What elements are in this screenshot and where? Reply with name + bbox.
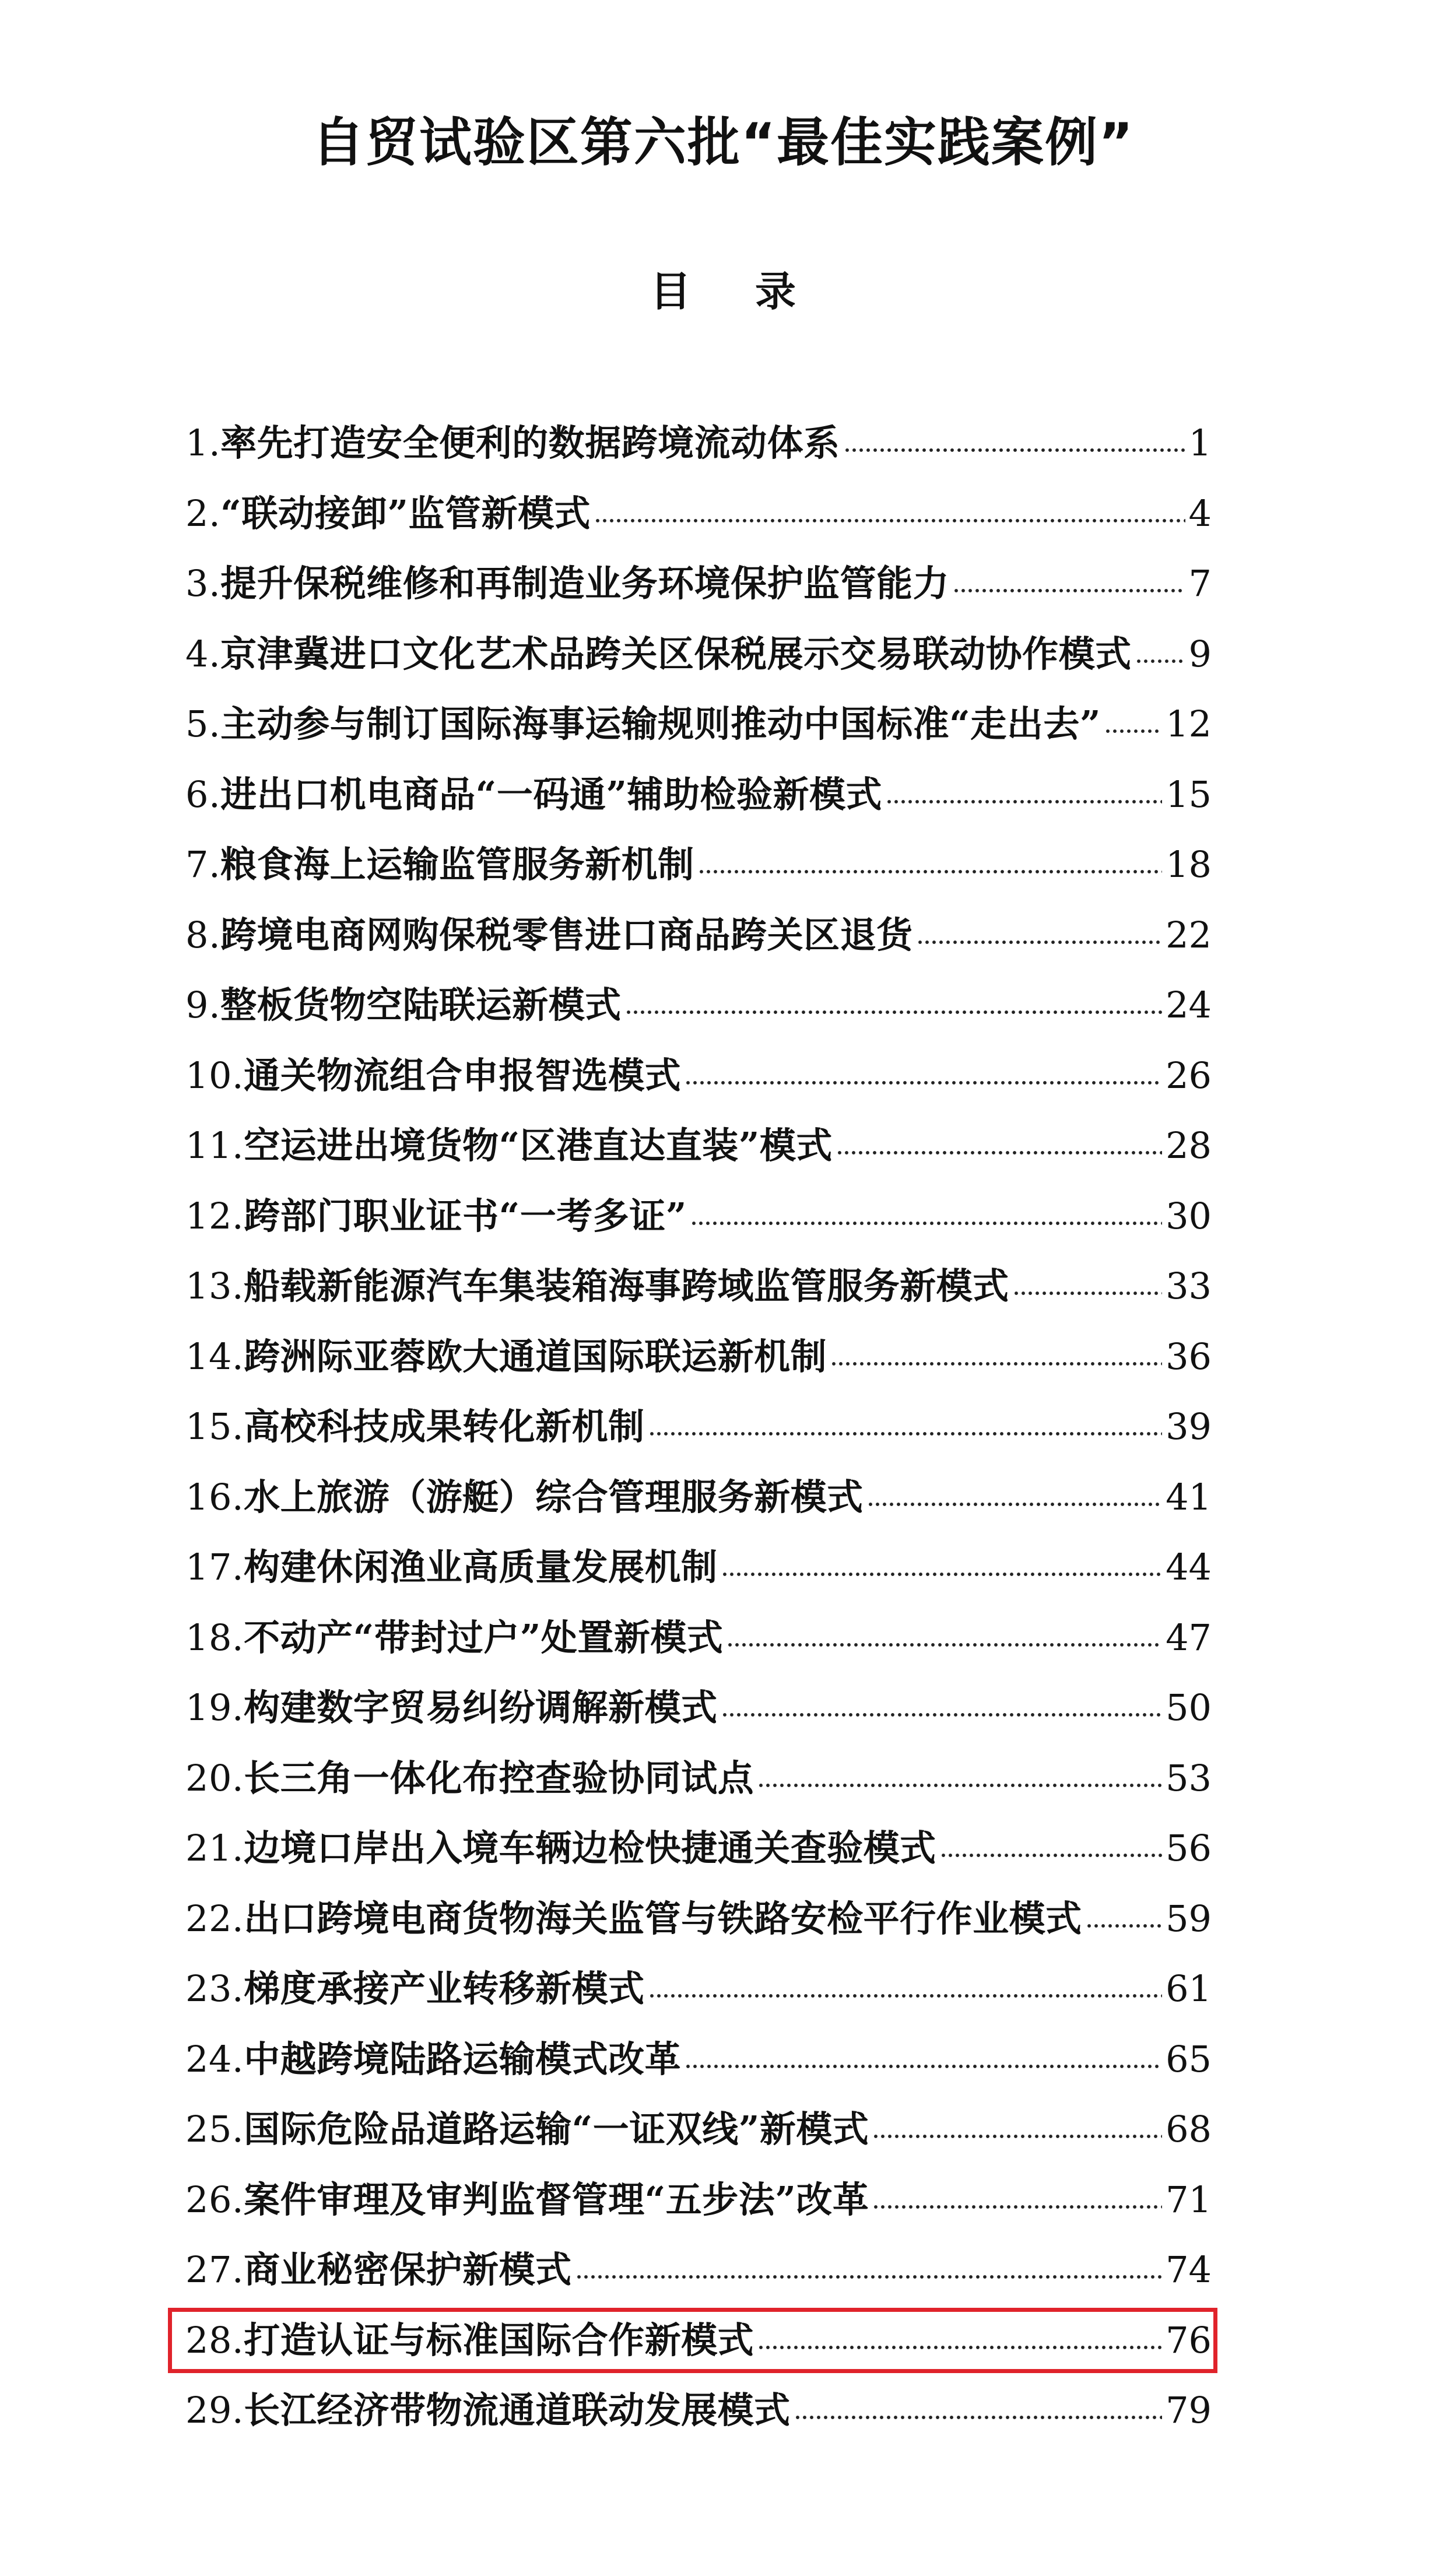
toc-leader-dots [648,1992,1162,2000]
toc-item-title: 率先打造安全便利的数据跨境流动体系 [220,422,840,465]
toc-item-number: 1. [185,422,221,465]
toc-leader-dots [648,1430,1162,1438]
toc-item-label [185,1615,723,1661]
toc-leader-dots [953,587,1185,595]
toc-leader-dots [917,938,1162,946]
toc-item-label [185,2387,791,2434]
toc-item-label [185,912,913,959]
toc-item-page-number: 18 [1166,843,1212,886]
toc-item-page-number: 65 [1166,2037,1212,2080]
toc-item-number: 29. [185,2389,244,2432]
toc-leader-dots [757,2343,1162,2352]
toc-leader-dots [872,2203,1162,2211]
toc-item-number: 25. [185,2108,244,2151]
toc-item-title: 水上旅游（游艇）综合管理服务新模式 [244,1475,864,1518]
toc-item-page-number: 22 [1166,913,1212,956]
toc-item-number: 27. [185,2248,244,2291]
toc-leader-dots [726,1641,1162,1649]
toc-leader-dots [1135,657,1185,665]
toc-item-page-number: 39 [1166,1405,1212,1448]
toc-item-page-number: 9 [1188,632,1212,675]
toc-item[interactable] [185,900,1212,971]
toc-item-number: 10. [185,1054,244,1097]
toc-item[interactable] [185,1603,1212,1673]
toc-item-label [185,420,840,466]
toc-item-label [185,1052,681,1099]
toc-leader-dots [1104,727,1162,735]
toc-leader-dots [1013,1289,1162,1297]
toc-leader-dots [844,446,1185,454]
toc-item[interactable] [185,1462,1212,1533]
toc-item[interactable] [185,1743,1212,1814]
toc-item-title: 不动产“带封过户”处置新模式 [244,1616,724,1659]
toc-item-title: 跨部门职业证书“一考多证” [244,1194,687,1237]
toc-item-number: 16. [185,1475,244,1518]
toc-item-label [185,1684,718,1731]
toc-item[interactable] [185,2165,1212,2235]
toc-item[interactable] [185,1181,1212,1252]
toc-item-title: 梯度承接产业转移新模式 [244,1967,645,2010]
toc-item-number: 8. [185,913,221,956]
toc-item-page-number: 53 [1166,1756,1212,1799]
toc-item-page-number: 24 [1166,984,1212,1027]
toc-item-label [185,490,591,537]
toc-item-page-number: 74 [1166,2248,1212,2291]
toc-leader-dots [830,1360,1162,1368]
toc-item-page-number: 79 [1166,2389,1212,2432]
toc-item-number: 15. [185,1405,244,1448]
toc-item-title: 长江经济带物流通道联动发展模式 [244,2389,791,2432]
toc-item-page-number: 12 [1166,703,1212,746]
toc-item[interactable] [185,549,1212,619]
toc-item-label [185,841,694,888]
toc-item[interactable] [185,1392,1212,1462]
toc-leader-dots [698,868,1162,876]
toc-item-label [185,982,622,1029]
toc-item-title: 粮食海上运输监管服务新机制 [220,843,694,886]
toc-item[interactable] [185,2235,1212,2305]
toc-leader-dots [794,2413,1162,2421]
toc-leader-dots [721,1711,1162,1719]
toc-item-label [185,1825,936,1872]
toc-item-number: 26. [185,2178,244,2221]
toc-item[interactable] [185,2094,1212,2165]
toc-item-number: 2. [185,492,221,535]
toc-item-page-number: 50 [1166,1686,1212,1729]
toc-item-title: 高校科技成果转化新机制 [244,1405,645,1448]
toc-item-title: 国际危险品道路运输“一证双线”新模式 [244,2108,869,2151]
toc-item-number: 23. [185,1967,244,2010]
toc-item[interactable] [185,2375,1212,2446]
toc-item[interactable] [185,1111,1212,1181]
toc-item-label [185,1755,754,1802]
toc-item-number: 9. [185,984,221,1027]
toc-item-title: 跨境电商网购保税零售进口商品跨关区退货 [220,913,913,956]
toc-leader-dots [625,1008,1162,1016]
toc-item-page-number: 30 [1166,1194,1212,1237]
toc-item-title: 整板货物空陆联运新模式 [220,984,622,1027]
toc-item-title: 京津冀进口文化艺术品跨关区保税展示交易联动协作模式 [220,632,1132,675]
toc-item-title: 出口跨境电商货物海关监管与铁路安检平行作业模式 [244,1897,1082,1940]
toc-item-number: 14. [185,1335,244,1378]
toc-item-page-number: 26 [1166,1054,1212,1097]
toc-item-number: 6. [185,773,221,816]
toc-leader-dots [1086,1922,1162,1930]
toc-item-page-number: 44 [1166,1546,1212,1589]
toc-item-number: 19. [185,1686,244,1729]
toc-item-title: 边境口岸出入境车辆边检快捷通关查验模式 [244,1827,936,1870]
toc-item-number: 24. [185,2037,244,2080]
toc-item-title: 商业秘密保护新模式 [244,2248,572,2291]
toc-item-page-number: 47 [1166,1616,1212,1659]
toc-item-page-number: 15 [1166,773,1212,816]
toc-item-page-number: 28 [1166,1124,1212,1167]
toc-item[interactable] [185,619,1212,690]
toc-item[interactable] [185,689,1212,760]
toc-item-label [185,2317,754,2364]
toc-item[interactable] [185,1251,1212,1322]
toc-leader-dots [757,1781,1162,1789]
toc-item-title: 构建休闲渔业高质量发展机制 [244,1546,718,1589]
toc-item-label [185,1403,645,1450]
toc-item-page-number: 71 [1166,2178,1212,2221]
toc-item-page-number: 68 [1166,2108,1212,2151]
toc-leader-dots [940,1851,1162,1859]
toc-item-number: 4. [185,632,221,675]
toc-item-title: 进出口机电商品“一码通”辅助检验新模式 [220,773,882,816]
toc-item-label [185,1896,1082,1942]
toc-item[interactable] [185,1322,1212,1392]
toc-item-page-number: 36 [1166,1335,1212,1378]
toc-item-label [185,701,1101,747]
toc-item-label [185,2106,869,2153]
toc-item-page-number: 4 [1188,492,1212,535]
toc-item-title: 主动参与制订国际海事运输规则推动中国标准“走出去” [220,703,1101,746]
toc-item-number: 5. [185,703,221,746]
toc-item[interactable] [185,830,1212,900]
toc-leader-dots [836,1149,1162,1157]
toc-item[interactable] [185,1884,1212,1954]
toc-leader-dots [594,517,1185,525]
toc-heading: 目录 [650,268,860,315]
toc-item-title: 跨洲际亚蓉欧大通道国际联运新机制 [244,1335,827,1378]
toc-item-title: 提升保税维修和再制造业务环境保护监管能力 [220,562,950,605]
toc-item-title: 通关物流组合申报智选模式 [244,1054,682,1097]
toc-leader-dots [685,1079,1162,1087]
toc-item-number: 28. [185,2318,244,2361]
toc-item-label [185,1333,827,1380]
toc-item[interactable] [185,1954,1212,2024]
toc-item-label [185,2036,681,2083]
toc-item-label [185,2247,572,2293]
toc-item-number: 3. [185,562,221,605]
toc-item[interactable] [185,1532,1212,1603]
toc-item[interactable] [185,2024,1212,2095]
toc-leader-dots [575,2273,1162,2281]
toc-item-number: 12. [185,1194,244,1237]
toc-item-label [185,1122,833,1169]
toc-item-label [185,771,882,818]
toc-item-label [185,1474,864,1521]
toc-item-page-number: 59 [1166,1897,1212,1940]
toc-item[interactable] [185,1813,1212,1884]
toc-item[interactable] [185,1673,1212,1743]
toc-item-number: 13. [185,1265,244,1308]
toc-item-title: 中越跨境陆路运输模式改革 [244,2037,682,2080]
toc-item-label [185,560,949,607]
toc-item[interactable] [185,479,1212,549]
toc-item-page-number: 76 [1166,2318,1212,2361]
toc-item-number: 7. [185,843,221,886]
toc-item-label [185,2177,869,2223]
toc-item-number: 11. [185,1124,244,1167]
toc-item[interactable] [185,760,1212,830]
toc-item-label [185,1966,645,2012]
toc-item-title: 打造认证与标准国际合作新模式 [244,2318,754,2361]
toc-item-label [185,1544,718,1591]
toc-item[interactable] [185,1041,1212,1111]
toc-item-label [185,1193,687,1240]
toc-item-page-number: 61 [1166,1967,1212,2010]
toc-item-title: 船载新能源汽车集装箱海事跨域监管服务新模式 [244,1265,1009,1308]
toc-item-title: 构建数字贸易纠纷调解新模式 [244,1686,718,1729]
toc-leader-dots [867,1500,1162,1508]
toc-item-label [185,1263,1009,1310]
toc-item-number: 21. [185,1827,244,1870]
toc-item-title: 长三角一体化布控查验协同试点 [244,1756,754,1799]
document-title: 自贸试验区第六批“最佳实践案例” [311,112,1135,173]
toc-item-page-number: 33 [1166,1265,1212,1308]
toc-item[interactable] [185,970,1212,1041]
toc-leader-dots [872,2132,1162,2140]
toc-item-title: “联动接卸”监管新模式 [220,492,591,535]
toc-item[interactable] [185,2305,1212,2376]
toc-item[interactable] [185,408,1212,479]
toc-item-page-number: 41 [1166,1475,1212,1518]
toc-item-number: 17. [185,1546,244,1589]
toc-item-number: 18. [185,1616,244,1659]
toc-item-number: 22. [185,1897,244,1940]
toc-item-page-number: 56 [1166,1827,1212,1870]
toc-leader-dots [690,1219,1162,1227]
toc-item-page-number: 7 [1188,562,1212,605]
toc-item-label [185,631,1132,678]
toc-leader-dots [721,1570,1162,1578]
toc-leader-dots [685,2062,1162,2070]
toc-leader-dots [886,798,1162,806]
toc-item-title: 空运进出境货物“区港直达直装”模式 [244,1124,833,1167]
toc-item-title: 案件审理及审判监督管理“五步法”改革 [244,2178,869,2221]
table-of-contents [185,408,1212,2446]
toc-item-page-number: 1 [1188,422,1212,465]
toc-item-number: 20. [185,1756,244,1799]
